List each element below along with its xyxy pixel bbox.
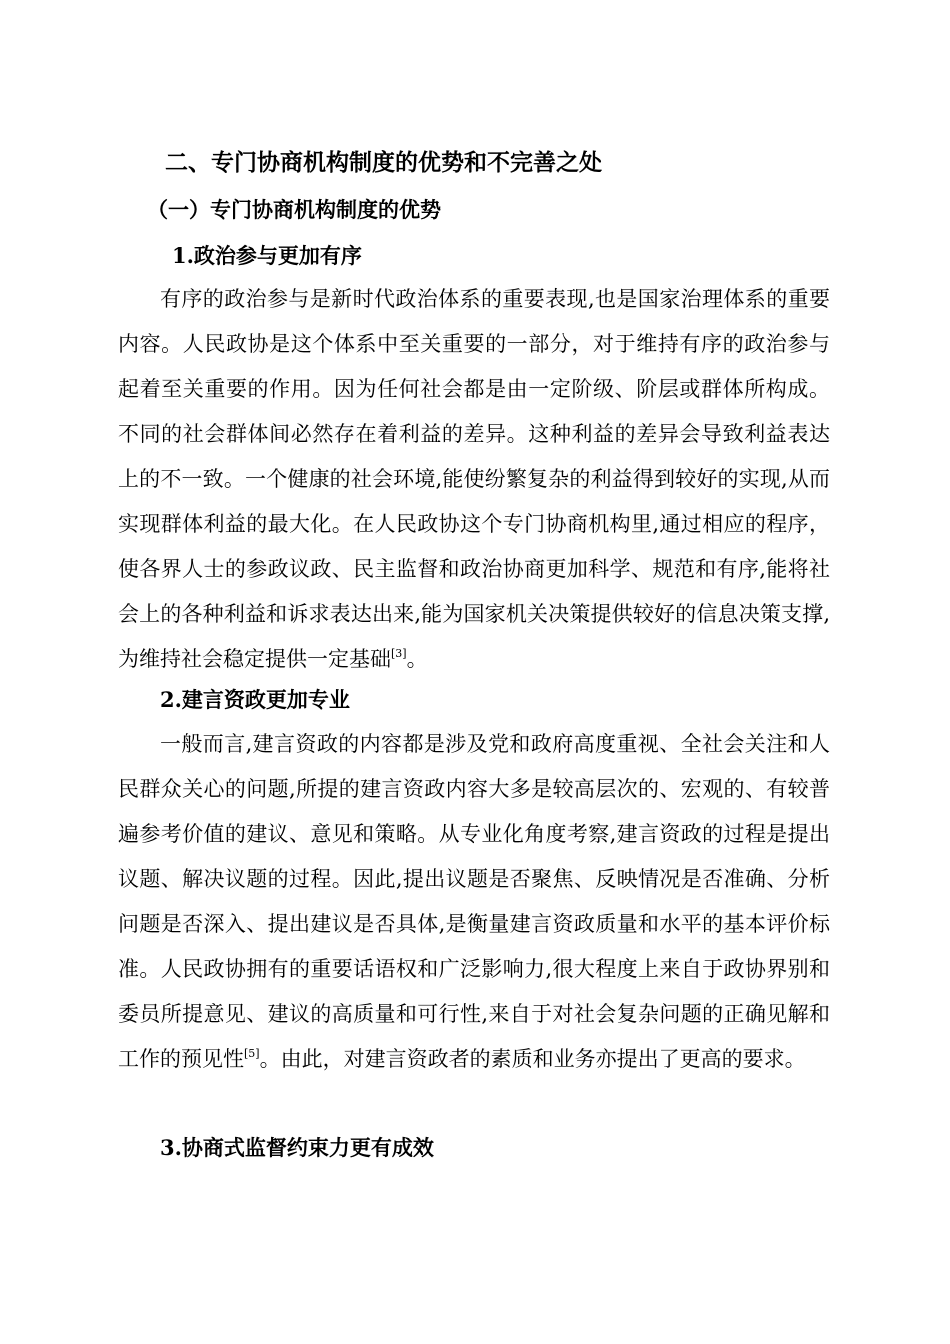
item-heading-3: 3.协商式监督约束力更有成效 xyxy=(160,1135,434,1160)
item-heading-2: 2.建言资政更加专业 xyxy=(160,687,350,712)
paragraph-2-tail: 。由此，对建言资政者的素质和业务亦提出了更高的要求。 xyxy=(259,1047,806,1071)
citation-2: [5] xyxy=(244,1047,260,1060)
citation-1: [3] xyxy=(391,647,407,660)
subsection-title: （一）专门协商机构制度的优势 xyxy=(147,197,441,222)
paragraph-2 xyxy=(118,722,830,1082)
item-heading-1: 1.政治参与更加有序 xyxy=(172,243,362,268)
paragraph-1 xyxy=(118,277,830,682)
section-title: 二、专门协商机构制度的优势和不完善之处 xyxy=(165,149,602,176)
paragraph-1-tail: 。 xyxy=(406,647,428,671)
paragraph-2-text: 一般而言,建言资政的内容都是涉及党和政府高度重视、全社会关注和人民群众关心的问题,所提的建言资政内容大多是较高层次的、宏观的、有较普遍参考价值的建议、意见和策略。从专业化角度考察,建言资政的过程是提出议题、解决议题的过程。因此,提出议题是否聚焦、反映情况是否准确、分析问题是否深入、提出建议是否具体,是衡量建言资政质量和水平的基本评价标准。人民政协拥有的重要话语权和广泛影响力,很大程度上来自于政协界别和委员所提意见、建议的高质量和可行性,来自于对社会复杂问题的正确见解和工作的预见性 xyxy=(118,732,830,1071)
paragraph-1-text: 有序的政治参与是新时代政治体系的重要表现,也是国家治理体系的重要内容。人民政协是这个体系中至关重要的一部分，对于维持有序的政治参与起着至关重要的作用。因为任何社会都是由一定阶级、阶层或群体所构成。不同的社会群体间必然存在着利益的差异。这种利益的差异会导致利益表达上的不一致。一个健康的社会环境,能使纷繁复杂的利益得到较好的实现,从而实现群体利益的最大化。在人民政协这个专门协商机构里,通过相应的程序，使各界人士的参政议政、民主监督和政治协商更加科学、规范和有序,能将社会上的各种利益和诉求表达出来,能为国家机关决策提供较好的信息决策支撑,为维持社会稳定提供一定基础 xyxy=(118,287,830,671)
